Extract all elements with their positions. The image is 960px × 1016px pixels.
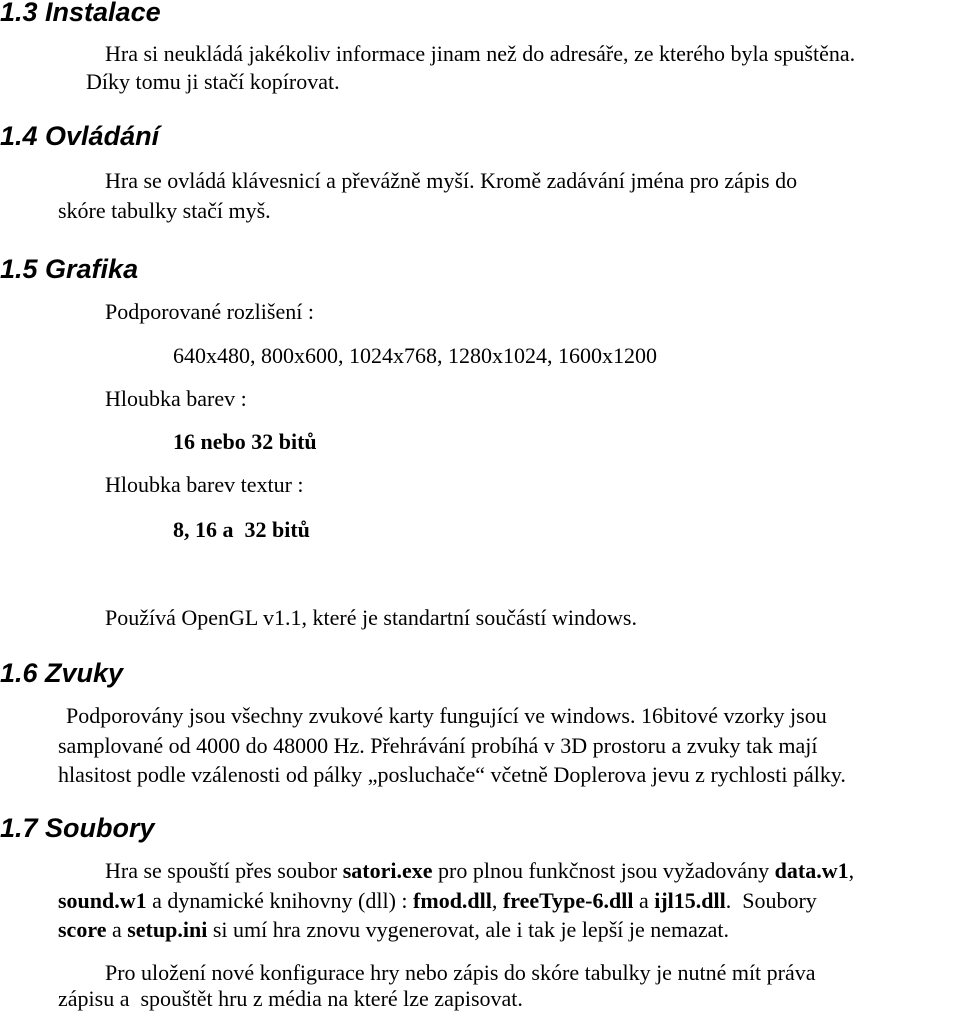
soubory-config-line-2: zápisu a spouštět hru z média na které lze zapisovat.	[58, 986, 523, 1011]
section-heading-ovladani: 1.4 Ovládání	[0, 121, 160, 151]
instalace-text-line-1: Hra si neukládá jakékoliv informace jinam než do adresáře, ze kterého byla spuštěna.	[105, 41, 856, 66]
filename-ijl15-dll: ijl15.dll	[654, 888, 726, 913]
section-heading-grafika: 1.5 Grafika	[0, 254, 139, 284]
opengl-text: Používá OpenGL v1.1, které je standartní součástí windows.	[105, 605, 637, 630]
section-heading-soubory: 1.7 Soubory	[0, 813, 155, 843]
ovladani-text-line-2: skóre tabulky stačí myš.	[58, 198, 271, 223]
section-heading-instalace: 1.3 Instalace	[0, 0, 161, 27]
filename-satori-exe: satori.exe	[342, 858, 433, 883]
resolution-value: 640x480, 800x600, 1024x768, 1280x1024, 1600x1200	[173, 343, 657, 368]
filename-data-w1: data.w1	[774, 858, 849, 883]
filename-setup-ini: setup.ini	[127, 917, 208, 942]
soubory-text-line-3: score a setup.ini si umí hra znovu vygenerovat, ale i tak je lepší je nemazat.	[58, 917, 730, 942]
filename-score: score	[58, 917, 107, 942]
soubory-text-line-2: sound.w1 a dynamické knihovny (dll) : fmod.dll, freeType-6.dll a ijl15.dll. Soubory	[58, 888, 817, 913]
soubory-config-line-1: Pro uložení nové konfigurace hry nebo zápis do skóre tabulky je nutné mít práva	[105, 960, 816, 985]
soubory-text-line-1: Hra se spouští přes soubor satori.exe pro plnou funkčnost jsou vyžadovány data.w1,	[105, 858, 855, 883]
resolution-label: Podporované rozlišení :	[105, 299, 314, 324]
color-depth-value: 16 nebo 32 bitů	[173, 429, 317, 454]
zvuky-text-line-3: hlasitost podle vzálenosti od pálky „posluchače“ včetně Doplerova jevu z rychlosti pálky.	[58, 762, 846, 787]
filename-fmod-dll: fmod.dll	[413, 888, 492, 913]
color-depth-label: Hloubka barev :	[105, 386, 247, 411]
filename-freetype-dll: freeType-6.dll	[502, 888, 634, 913]
instalace-text-line-2: Díky tomu ji stačí kopírovat.	[86, 69, 340, 94]
section-heading-zvuky: 1.6 Zvuky	[0, 658, 124, 688]
texture-depth-value: 8, 16 a 32 bitů	[173, 517, 310, 542]
ovladani-text-line-1: Hra se ovládá klávesnicí a převážně myší. Kromě zadávání jména pro zápis do	[105, 168, 798, 193]
filename-sound-w1: sound.w1	[58, 888, 147, 913]
zvuky-text-line-1: Podporovány jsou všechny zvukové karty fungující ve windows. 16bitové vzorky jsou	[66, 703, 827, 728]
texture-depth-label: Hloubka barev textur :	[105, 472, 304, 497]
zvuky-text-line-2: samplované od 4000 do 48000 Hz. Přehrávání probíhá v 3D prostoru a zvuky tak mají	[58, 733, 818, 758]
